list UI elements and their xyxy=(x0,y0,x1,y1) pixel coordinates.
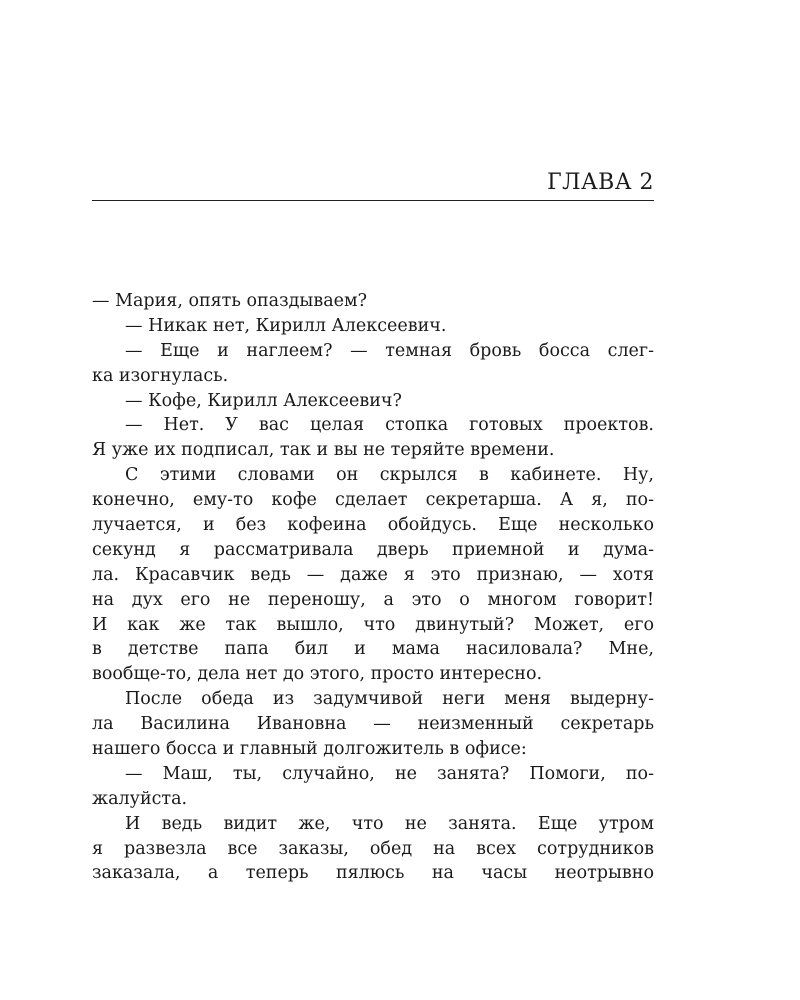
chapter-title: ГЛАВА 2 xyxy=(547,170,654,195)
text-line: лучается, и без кофеина обойдусь. Еще несколько xyxy=(92,515,654,536)
text-line: — Еще и наглеем? — темная бровь босса слег- xyxy=(125,340,654,361)
text-line: — Мария, опять опаздываем? xyxy=(92,291,367,311)
text-line: конечно, ему-то кофе сделает секретарша. А я, по- xyxy=(92,490,654,511)
text-line: И ведь видит же, что не занята. Еще утром xyxy=(125,813,654,834)
text-line: вообще-то, дела нет до этого, просто интересно. xyxy=(92,664,543,685)
text-line: на дух его не переношу, а это о многом говорит! xyxy=(92,589,654,610)
text-line: После обеда из задумчивой неги меня выдерну- xyxy=(125,689,654,710)
text-line: — Никак нет, Кирилл Алексеевич. xyxy=(125,315,447,336)
text-line: Я уже их подписал, так и вы не теряйте времени. xyxy=(92,440,555,461)
text-line: — Кофе, Кирилл Алексеевич? xyxy=(125,390,402,411)
text-line: ка изогнулась. xyxy=(92,365,229,386)
text-line: ла Василина Ивановна — неизменный секретарь xyxy=(92,714,654,735)
text-line: — Нет. У вас целая стопка готовых проектов. xyxy=(125,415,654,436)
text-line: заказала, а теперь пялюсь на часы неотрывно xyxy=(92,863,654,884)
text-line: секунд я рассматривала дверь приемной и дума- xyxy=(92,539,654,560)
text-line: И как же так вышло, что двинутый? Может, его xyxy=(92,614,654,635)
text-line: С этими словами он скрылся в кабинете. Ну, xyxy=(125,465,654,486)
body-text xyxy=(92,289,654,886)
chapter-header xyxy=(92,170,654,201)
text-line: ла. Красавчик ведь — даже я это признаю, — хотя xyxy=(92,564,654,585)
text-line: жалуйста. xyxy=(92,788,188,809)
text-line: в детстве папа бил и мама насиловала? Мне, xyxy=(92,639,654,660)
text-line: — Маш, ты, случайно, не занята? Помоги, по- xyxy=(125,763,654,784)
text-line: нашего босса и главный долгожитель в офисе: xyxy=(92,739,527,760)
text-line: я развезла все заказы, обед на всех сотрудников xyxy=(92,838,654,859)
